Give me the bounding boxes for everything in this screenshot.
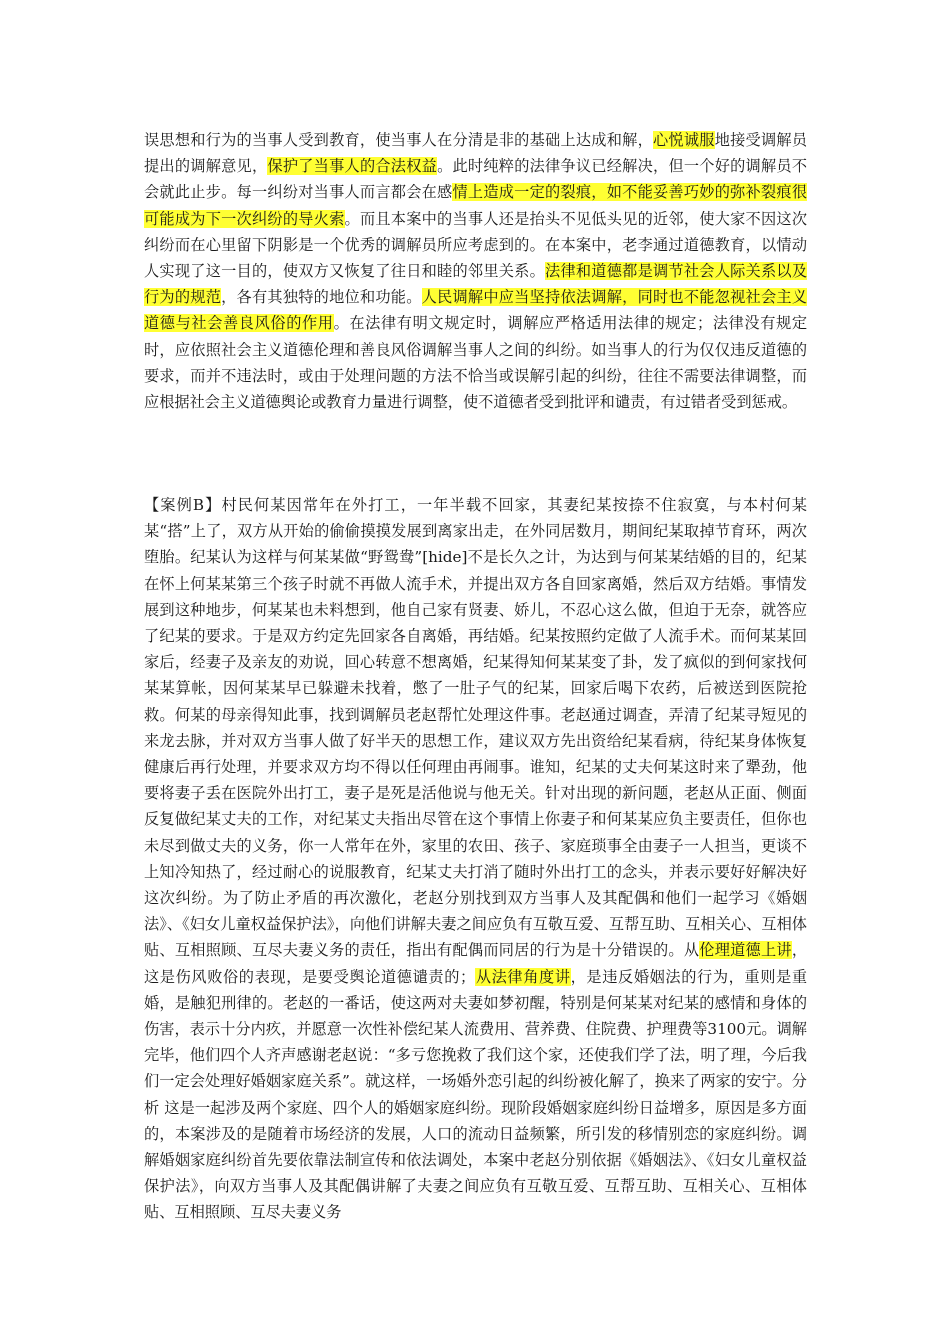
highlighted-text: 伦理道德上讲 xyxy=(699,941,792,960)
text-run: 【案例B】村民何某因常年在外打工，一年半载不回家，其妻纪某按捺不住寂寞，与本村何某某“搭”上了，双方从开始的偷偷摸摸发展到离家出走，在外同居数月，期间纪某取掉节育环，两次堕胎。纪某认为这样与何某某做“野鸳鸯”[hide]不是长久之计，为达到与何某某结婚的目的，纪某在怀上何某某第三个孩子时就不再做人流手术，并提出双方各自回家离婚，然后双方结婚。事情发展到这种地步，何某某也未料想到，他自己家有贤妻、娇儿，不忍心这么做，但迫于无奈，就答应了纪某的要求。于是双方约定先回家各自离婚，再结婚。纪某按照约定做了人流手术。而何某某回家后，经妻子及亲友的劝说，回心转意不想离婚，纪某得知何某某变了卦，发了疯似的到何家找何某某算帐，因何某某早已躲避未找着，憋了一肚子气的纪某，回家后喝下农药，后被送到医院抢救。何某的母亲得知此事，找到调解员老赵帮忙处理这件事。老赵通过调查，弄清了纪某寻短见的来龙去脉，并对双方当事人做了好半天的思想工作，建议双方先出资给纪某看病，待纪某身体恢复健康后再行处理，并要求双方均不得以任何理由再闹事。谁知，纪某的丈夫何某这时来了犟劲，他要将妻子丢在医院外出打工，妻子是死是活他说与他无关。针对出现的新问题，老赵从正面、侧面反复做纪某丈夫的工作，对纪某丈夫指出尽管在这个事情上你妻子和何某某应负主要责任，但你也未尽到做丈夫的义务，你一人常年在外，家里的农田、孩子、家庭琐事全由妻子一人担当，更谈不上知冷知热了，经过耐心的说服教育，纪某丈夫打消了随时外出打工的念头，并表示要好好解决好这次纠纷。为了防止矛盾的再次激化，老赵分别找到双方当事人及其配偶和他们一起学习《婚姻法》、《妇女儿童权益保护法》，向他们讲解夫妻之间应负有互敬互爱、互帮互助、互相关心、互相体贴、互相照顾、互尽夫妻义务的责任，指出有配偶而同居的行为是十分错误的。从 xyxy=(144,496,807,960)
text-run: 误思想和行为的当事人受到教育，使当事人在分清是非的基础上达成和解， xyxy=(144,131,653,149)
highlighted-text: 保护了当事人的合法权益 xyxy=(267,157,438,176)
paragraph-case-b xyxy=(144,492,807,1226)
text-run: ，是违反婚姻法的行为，重则是重婚，是触犯刑律的。老赵的一番话，使这两对夫妻如梦初醒，特别是何某某对纪某的感情和身体的伤害，表示十分内疚，并愿意一次性补偿纪某人流费用、营养费、住院费、护理费等3100元。调解完毕，他们四个人齐声感谢老赵说：“多亏您挽救了我们这个家，还使我们学了法，明了理，今后我们一定会处理好婚姻家庭关系”。就这样，一场婚外恋引起的纠纷被化解了，换来了两家的安宁。分析 这是一起涉及两个家庭、四个人的婚姻家庭纠纷。现阶段婚姻家庭纠纷日益增多，原因是多方面的，本案涉及的是随着市场经济的发展，人口的流动日益频繁，所引发的移情别恋的家庭纠纷。调解婚姻家庭纠纷首先要依靠法制宣传和依法调处，本案中老赵分别依据《婚姻法》、《妇女儿童权益保护法》，向双方当事人及其配偶讲解了夫妻之间应负有互敬互爱、互帮互助、互相关心、互相体贴、互相照顾、互尽夫妻义务 xyxy=(144,967,808,1222)
highlighted-text: 从法律角度讲 xyxy=(475,967,571,986)
text-run: ，这是伤风败俗的表现，是要受舆论道德谴责的； xyxy=(144,941,808,986)
text-run: ，各有其独特的地位和功能。 xyxy=(221,288,422,307)
text-run: 。此时纯粹的法律争议已经解决，但一个好的调解员不会就此止步。每一纠纷对当事人而言都会在感 xyxy=(144,157,808,202)
text-run: 地接受调解员提出的调解意见， xyxy=(144,131,808,176)
paragraph-mediation-analysis xyxy=(144,127,807,415)
text-run: 。在法律有明文规定时，调解应严格适用法律的规定；法律没有规定时，应依照社会主义道德伦理和善良风俗调解当事人之间的纠纷。如当事人的行为仅仅违反道德的要求，而并不违法时，或由于处理问题的方法不恰当或误解引起的纠纷，往往不需要法律调整，而应根据社会主义道德舆论或教育力量进行调整，使不道德者受到批评和谴责，有过错者受到惩戒。 xyxy=(144,314,808,412)
highlighted-text: 情上造成一定的裂痕，如不能妥善巧妙的弥补裂痕很可能成为下一次纠纷的导火索 xyxy=(144,183,808,228)
highlighted-text: 法律和道德都是调节社会人际关系以及行为的规范 xyxy=(144,262,808,307)
highlighted-text: 人民调解中应当坚持依法调解，同时也不能忽视社会主义道德与社会善良风俗的作用 xyxy=(144,288,808,333)
highlighted-text: 心悦诚服 xyxy=(653,131,715,149)
text-run: 。而且本案中的当事人还是抬头不见低头见的近邻，使大家不因这次纠纷而在心里留下阴影是一个优秀的调解员所应考虑到的。在本案中，老李通过道德教育，以情动人实现了这一目的，使双方又恢复了往日和睦的邻里关系。 xyxy=(144,209,808,281)
